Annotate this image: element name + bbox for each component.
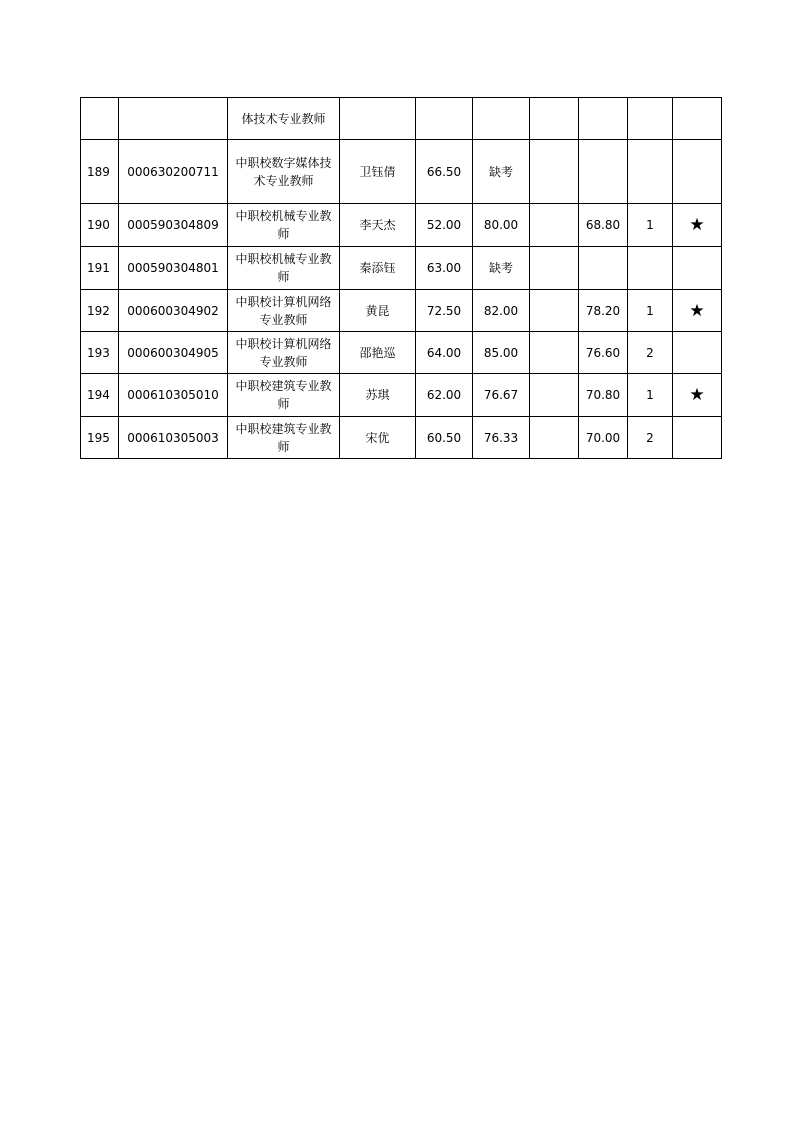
rank-cell: 2: [628, 417, 673, 459]
table-row: [81, 98, 722, 140]
rank-cell: 1: [628, 290, 673, 332]
written-score-cell: 60.50: [416, 417, 473, 459]
table-body: [81, 98, 722, 459]
row-seq-cell: 195: [81, 417, 119, 459]
selected-star-mark: [673, 247, 722, 290]
interview-score-cell: 80.00: [473, 204, 530, 247]
row-seq-cell: 192: [81, 290, 119, 332]
candidate-name-cell: 李天杰: [340, 204, 416, 247]
table-row: [81, 374, 722, 417]
interview-score-cell: [473, 98, 530, 140]
table-row: [81, 204, 722, 247]
selected-star-mark: ★: [673, 374, 722, 417]
position-cell: 中职校建筑专业教师: [228, 374, 340, 417]
written-score-cell: 62.00: [416, 374, 473, 417]
written-score-cell: 64.00: [416, 332, 473, 374]
interview-score-cell: 76.33: [473, 417, 530, 459]
written-score-cell: 66.50: [416, 140, 473, 204]
total-score-cell: 76.60: [579, 332, 628, 374]
exam-number-cell: 000590304801: [119, 247, 228, 290]
candidate-name-cell: 秦添钰: [340, 247, 416, 290]
exam-number-cell: 000600304902: [119, 290, 228, 332]
rank-cell: 2: [628, 332, 673, 374]
extra-score-cell: [530, 247, 579, 290]
exam-number-cell: 000630200711: [119, 140, 228, 204]
total-score-cell: [579, 247, 628, 290]
written-score-cell: 63.00: [416, 247, 473, 290]
rank-cell: [628, 140, 673, 204]
total-score-cell: [579, 140, 628, 204]
extra-score-cell: [530, 332, 579, 374]
row-seq-cell: [81, 98, 119, 140]
candidate-name-cell: 宋优: [340, 417, 416, 459]
total-score-cell: 70.80: [579, 374, 628, 417]
total-score-cell: 68.80: [579, 204, 628, 247]
extra-score-cell: [530, 140, 579, 204]
score-table: [80, 97, 722, 459]
selected-star-mark: [673, 417, 722, 459]
row-seq-cell: 189: [81, 140, 119, 204]
written-score-cell: 52.00: [416, 204, 473, 247]
position-cell: 中职校计算机网络专业教师: [228, 290, 340, 332]
exam-number-cell: 000610305010: [119, 374, 228, 417]
selected-star-mark: [673, 332, 722, 374]
exam-number-cell: 000610305003: [119, 417, 228, 459]
written-score-cell: [416, 98, 473, 140]
extra-score-cell: [530, 290, 579, 332]
interview-score-cell: 缺考: [473, 140, 530, 204]
selected-star-mark: [673, 98, 722, 140]
interview-score-cell: 85.00: [473, 332, 530, 374]
position-cell: 中职校机械专业教师: [228, 247, 340, 290]
total-score-cell: 70.00: [579, 417, 628, 459]
extra-score-cell: [530, 204, 579, 247]
row-seq-cell: 191: [81, 247, 119, 290]
rank-cell: 1: [628, 374, 673, 417]
position-cell: 中职校建筑专业教师: [228, 417, 340, 459]
rank-cell: [628, 98, 673, 140]
extra-score-cell: [530, 374, 579, 417]
candidate-name-cell: 黄昆: [340, 290, 416, 332]
candidate-name-cell: [340, 98, 416, 140]
rank-cell: [628, 247, 673, 290]
candidate-name-cell: 卫钰倩: [340, 140, 416, 204]
position-cell: 中职校数字媒体技术专业教师: [228, 140, 340, 204]
written-score-cell: 72.50: [416, 290, 473, 332]
position-cell: 中职校计算机网络专业教师: [228, 332, 340, 374]
exam-number-cell: [119, 98, 228, 140]
table-row: [81, 332, 722, 374]
extra-score-cell: [530, 98, 579, 140]
exam-number-cell: 000600304905: [119, 332, 228, 374]
total-score-cell: [579, 98, 628, 140]
position-cell: 中职校机械专业教师: [228, 204, 340, 247]
table-row: [81, 140, 722, 204]
candidate-name-cell: 邵艳巡: [340, 332, 416, 374]
selected-star-mark: [673, 140, 722, 204]
total-score-cell: 78.20: [579, 290, 628, 332]
candidate-name-cell: 苏琪: [340, 374, 416, 417]
table-row: [81, 290, 722, 332]
exam-number-cell: 000590304809: [119, 204, 228, 247]
selected-star-mark: ★: [673, 290, 722, 332]
row-seq-cell: 193: [81, 332, 119, 374]
interview-score-cell: 76.67: [473, 374, 530, 417]
rank-cell: 1: [628, 204, 673, 247]
row-seq-cell: 190: [81, 204, 119, 247]
row-seq-cell: 194: [81, 374, 119, 417]
interview-score-cell: 82.00: [473, 290, 530, 332]
table-row: [81, 247, 722, 290]
table-row: [81, 417, 722, 459]
selected-star-mark: ★: [673, 204, 722, 247]
position-cell: 体技术专业教师: [228, 98, 340, 140]
interview-score-cell: 缺考: [473, 247, 530, 290]
extra-score-cell: [530, 417, 579, 459]
